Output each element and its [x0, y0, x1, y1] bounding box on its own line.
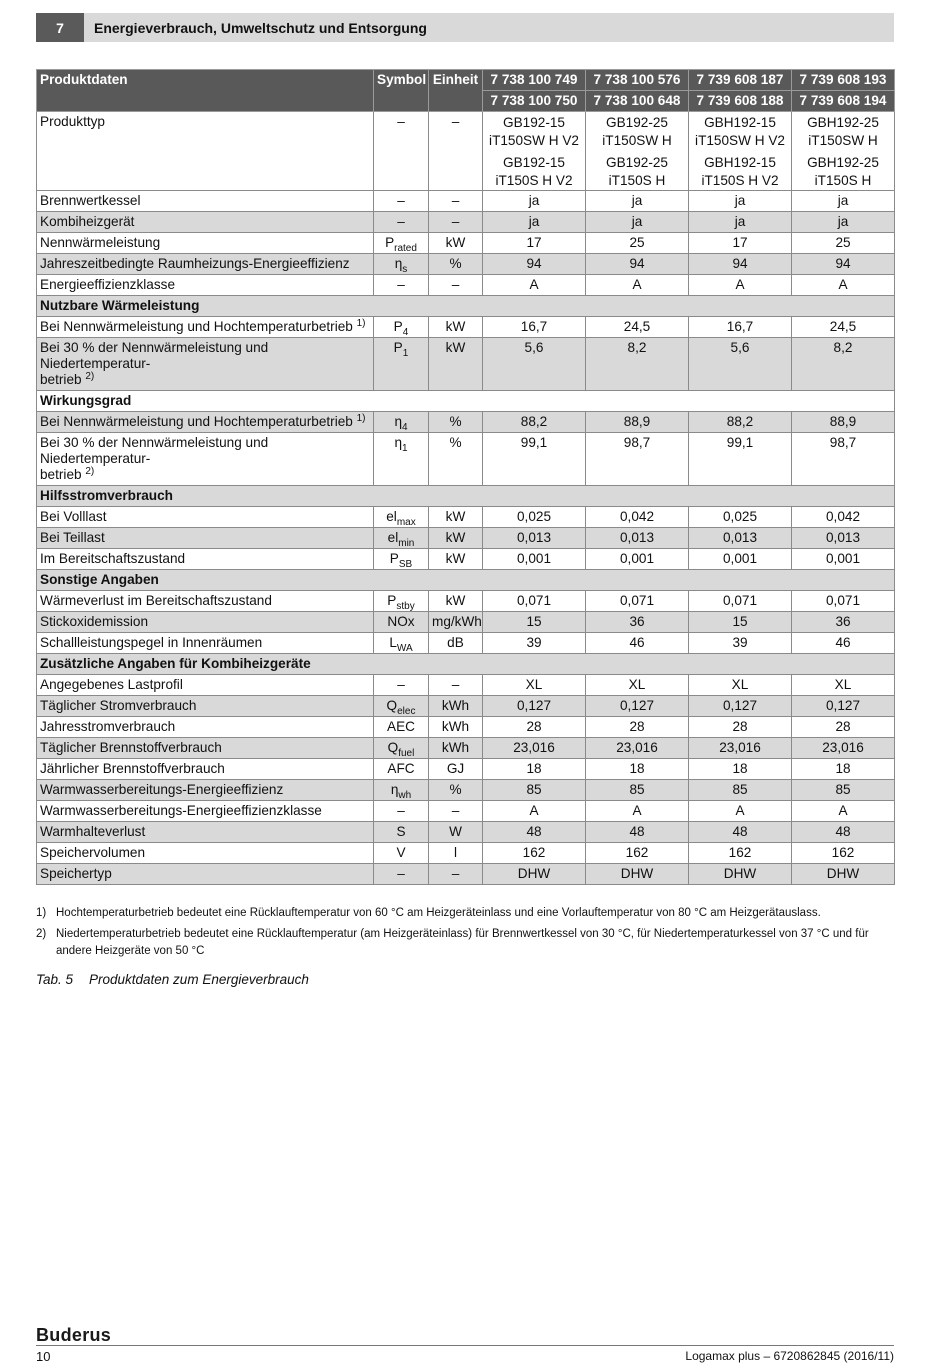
value-cell: 46	[586, 633, 689, 654]
value-cell: 28	[689, 717, 792, 738]
section-title: Sonstige Angaben	[37, 570, 895, 591]
value-cell: A	[792, 275, 895, 296]
value-cell: 94	[483, 254, 586, 275]
row-symbol: $P_{stby}$	[374, 591, 429, 612]
page-number: 10	[36, 1349, 51, 1364]
value-cell: 0,127	[792, 696, 895, 717]
row-unit: %	[429, 780, 483, 801]
row-symbol: AEC	[374, 717, 429, 738]
value-cell: DHW	[586, 864, 689, 885]
row-symbol: $\eta_4$	[374, 412, 429, 433]
footnotes	[36, 905, 894, 964]
table-row	[37, 801, 895, 822]
row-label: Angegebenes Lastprofil	[37, 675, 374, 696]
header-code: 7 738 100 648	[586, 91, 689, 112]
footnote: 1) Hochtemperaturbetrieb bedeutet eine Rücklauftemperatur von 60 °C am Heizgeräteinlass und eine Vorlauftemperatur von 80 °C am Heizgerätauslass.	[36, 907, 821, 919]
value-cell: 15	[483, 612, 586, 633]
row-unit: kW	[429, 317, 483, 338]
row-unit: –	[429, 191, 483, 212]
value-cell: 94	[792, 254, 895, 275]
value-cell: A	[689, 275, 792, 296]
table-row	[37, 528, 895, 549]
header-code: 7 739 608 193	[792, 70, 895, 91]
value-cell: 85	[792, 780, 895, 801]
table-row	[37, 433, 895, 486]
value-cell: 15	[689, 612, 792, 633]
value-cell: 88,9	[586, 412, 689, 433]
value-cell: DHW	[483, 864, 586, 885]
value-cell: 162	[483, 843, 586, 864]
value-cell: 98,7	[792, 433, 895, 486]
section-title: Nutzbare Wärmeleistung	[37, 296, 895, 317]
caption-label: Tab. 5	[36, 972, 74, 987]
table-row	[37, 675, 895, 696]
value-cell: 16,7	[483, 317, 586, 338]
document-reference: Logamax plus – 6720862845 (2016/11)	[685, 1349, 894, 1363]
row-unit: mg/kWh	[429, 612, 483, 633]
row-unit: –	[429, 801, 483, 822]
row-label: Jahreszeitbedingte Raumheizungs-Energieeffizienz	[37, 254, 374, 275]
value-cell: 48	[792, 822, 895, 843]
footer-divider	[36, 1345, 894, 1346]
value-cell: XL	[689, 675, 792, 696]
value-cell: 0,071	[792, 591, 895, 612]
row-label: Warmwasserbereitungs-Energieeffizienzklasse	[37, 801, 374, 822]
row-symbol: $P_4$	[374, 317, 429, 338]
value-cell: A	[483, 275, 586, 296]
table-row	[37, 843, 895, 864]
row-unit: –	[429, 212, 483, 233]
value-cell: 94	[586, 254, 689, 275]
section-title: Hilfsstromverbrauch	[37, 486, 895, 507]
row-symbol: –	[374, 864, 429, 885]
row-unit: kWh	[429, 738, 483, 759]
footnote-ref: 1)	[356, 413, 366, 424]
row-label: Jährlicher Brennstoffverbrauch	[37, 759, 374, 780]
chapter-title: Energieverbrauch, Umweltschutz und Entsorgung	[94, 19, 427, 36]
table-row	[37, 212, 895, 233]
value-cell: 162	[586, 843, 689, 864]
table-row	[37, 759, 895, 780]
row-symbol: –	[374, 675, 429, 696]
row-unit: l	[429, 843, 483, 864]
value-cell: 23,016	[483, 738, 586, 759]
value-cell: 0,001	[586, 549, 689, 570]
header-code: 7 739 608 194	[792, 91, 895, 112]
header-unit: Einheit	[429, 70, 483, 112]
table-row	[37, 507, 895, 528]
table-row	[37, 738, 895, 759]
row-unit: kWh	[429, 696, 483, 717]
row-label: Warmhalteverlust	[37, 822, 374, 843]
value-cell: 18	[689, 759, 792, 780]
row-unit: –	[429, 675, 483, 696]
value-cell: 39	[689, 633, 792, 654]
value-cell: 99,1	[483, 433, 586, 486]
row-unit: kW	[429, 233, 483, 254]
row-symbol: NOx	[374, 612, 429, 633]
value-cell: A	[586, 801, 689, 822]
value-cell: 85	[586, 780, 689, 801]
row-label: Bei Nennwärmeleistung und Hochtemperaturbetrieb $^{1)}$	[37, 317, 374, 338]
value-cell: 0,013	[792, 528, 895, 549]
row-symbol: $el_{min}$	[374, 528, 429, 549]
value-cell: 162	[792, 843, 895, 864]
row-label: Im Bereitschaftszustand	[37, 549, 374, 570]
value-cell: 0,013	[483, 528, 586, 549]
table-row	[37, 696, 895, 717]
footnote-ref: 1)	[356, 318, 366, 329]
row-label: Jahresstromverbrauch	[37, 717, 374, 738]
value-cell: ja	[586, 191, 689, 212]
row-label: Produkttyp	[37, 112, 374, 191]
row-symbol: –	[374, 212, 429, 233]
value-cell: 8,2	[586, 338, 689, 391]
row-unit: kW	[429, 528, 483, 549]
row-symbol: –	[374, 112, 429, 191]
value-cell: 46	[792, 633, 895, 654]
row-label: Bei Volllast	[37, 507, 374, 528]
row-label: Bei 30 % der Nennwärmeleistung und Niedertemperatur- betrieb $^{2)}$	[37, 338, 374, 391]
row-label: Stickoxidemission	[37, 612, 374, 633]
value-cell: 17	[483, 233, 586, 254]
value-cell: 48	[689, 822, 792, 843]
row-label: Bei 30 % der Nennwärmeleistung und Niedertemperatur- betrieb $^{2)}$	[37, 433, 374, 486]
footnote: 2) Niedertemperaturbetrieb bedeutet eine Rücklauftemperatur (am Heizgeräteinlass) für Brennwertkessel von 30 °C, für Niedertemperaturkessel von 37 °C und für andere Heizgeräte von 50 °C	[36, 928, 869, 957]
value-cell: ja	[689, 191, 792, 212]
table-row	[37, 864, 895, 885]
row-unit: W	[429, 822, 483, 843]
row-symbol: –	[374, 275, 429, 296]
chapter-header	[36, 13, 894, 42]
value-cell: 0,013	[689, 528, 792, 549]
row-label: Bei Nennwärmeleistung und Hochtemperaturbetrieb $^{1)}$	[37, 412, 374, 433]
value-cell: 48	[483, 822, 586, 843]
header-code: 7 738 100 749	[483, 70, 586, 91]
value-cell: ja	[483, 212, 586, 233]
row-unit: %	[429, 433, 483, 486]
value-cell: A	[689, 801, 792, 822]
value-cell: DHW	[792, 864, 895, 885]
footnote-ref: 2)	[85, 371, 95, 382]
value-cell: 16,7	[689, 317, 792, 338]
value-cell: XL	[586, 675, 689, 696]
value-cell: 0,025	[483, 507, 586, 528]
value-cell: 94	[689, 254, 792, 275]
table-caption	[36, 972, 309, 987]
value-cell: 18	[483, 759, 586, 780]
value-cell: 48	[586, 822, 689, 843]
section-row	[37, 654, 895, 675]
row-symbol: S	[374, 822, 429, 843]
table-row	[37, 612, 895, 633]
value-cell: A	[792, 801, 895, 822]
buderus-logo: Buderus	[36, 1325, 112, 1345]
table-row	[37, 191, 895, 212]
value-cell: A	[586, 275, 689, 296]
row-symbol: $\eta_s$	[374, 254, 429, 275]
value-cell: 98,7	[586, 433, 689, 486]
row-unit: –	[429, 112, 483, 191]
product-type-cell: GBH192-15 iT150SW H V2 GBH192-15 iT150S H V2	[689, 112, 792, 191]
value-cell: 0,001	[689, 549, 792, 570]
row-symbol: $P_{rated}$	[374, 233, 429, 254]
value-cell: 0,127	[586, 696, 689, 717]
table-row	[37, 780, 895, 801]
row-label: Speichervolumen	[37, 843, 374, 864]
value-cell: 23,016	[792, 738, 895, 759]
header-product: Produktdaten	[37, 70, 374, 112]
row-unit: –	[429, 864, 483, 885]
row-symbol: $el_{max}$	[374, 507, 429, 528]
row-label: Bei Teillast	[37, 528, 374, 549]
section-row	[37, 391, 895, 412]
value-cell: 24,5	[792, 317, 895, 338]
row-symbol: $Q_{elec}$	[374, 696, 429, 717]
value-cell: XL	[792, 675, 895, 696]
row-unit: kW	[429, 338, 483, 391]
value-cell: 39	[483, 633, 586, 654]
product-data-table	[36, 69, 895, 885]
value-cell: ja	[483, 191, 586, 212]
row-symbol: $Q_{fuel}$	[374, 738, 429, 759]
value-cell: 0,001	[792, 549, 895, 570]
value-cell: 0,025	[689, 507, 792, 528]
value-cell: ja	[792, 191, 895, 212]
value-cell: 23,016	[586, 738, 689, 759]
value-cell: 0,071	[586, 591, 689, 612]
row-symbol: AFC	[374, 759, 429, 780]
header-symbol: Symbol	[374, 70, 429, 112]
row-unit: %	[429, 412, 483, 433]
value-cell: 88,2	[483, 412, 586, 433]
row-unit: GJ	[429, 759, 483, 780]
row-unit: kWh	[429, 717, 483, 738]
row-symbol: $\eta_{wh}$	[374, 780, 429, 801]
value-cell: ja	[689, 212, 792, 233]
value-cell: 28	[792, 717, 895, 738]
caption-text: Produktdaten zum Energieverbrauch	[89, 972, 309, 987]
value-cell: ja	[792, 212, 895, 233]
value-cell: 0,001	[483, 549, 586, 570]
value-cell: 25	[586, 233, 689, 254]
row-symbol: $P_{SB}$	[374, 549, 429, 570]
value-cell: XL	[483, 675, 586, 696]
table-row	[37, 822, 895, 843]
value-cell: 17	[689, 233, 792, 254]
value-cell: 24,5	[586, 317, 689, 338]
value-cell: 25	[792, 233, 895, 254]
table-row-product-type	[37, 112, 895, 191]
row-label: Wärmeverlust im Bereitschaftszustand	[37, 591, 374, 612]
value-cell: 28	[483, 717, 586, 738]
row-label: Täglicher Stromverbrauch	[37, 696, 374, 717]
section-row	[37, 296, 895, 317]
table-row	[37, 275, 895, 296]
header-code: 7 739 608 188	[689, 91, 792, 112]
header-code: 7 738 100 750	[483, 91, 586, 112]
value-cell: 36	[792, 612, 895, 633]
value-cell: 28	[586, 717, 689, 738]
row-symbol: $L_{WA}$	[374, 633, 429, 654]
header-code: 7 739 608 187	[689, 70, 792, 91]
table-row	[37, 254, 895, 275]
row-label: Täglicher Brennstoffverbrauch	[37, 738, 374, 759]
value-cell: 88,2	[689, 412, 792, 433]
footnote-ref: 2)	[85, 466, 95, 477]
row-label: Kombiheizgerät	[37, 212, 374, 233]
value-cell: 0,013	[586, 528, 689, 549]
row-unit: kW	[429, 591, 483, 612]
value-cell: 85	[483, 780, 586, 801]
value-cell: 23,016	[689, 738, 792, 759]
product-type-cell: GB192-25 iT150SW H GB192-25 iT150S H	[586, 112, 689, 191]
value-cell: 0,071	[483, 591, 586, 612]
value-cell: 5,6	[689, 338, 792, 391]
value-cell: 36	[586, 612, 689, 633]
value-cell: 0,042	[792, 507, 895, 528]
row-label: Speichertyp	[37, 864, 374, 885]
row-symbol: –	[374, 801, 429, 822]
row-unit: %	[429, 254, 483, 275]
value-cell: 162	[689, 843, 792, 864]
table-row	[37, 717, 895, 738]
row-unit: kW	[429, 549, 483, 570]
chapter-number: 7	[36, 13, 84, 42]
value-cell: 8,2	[792, 338, 895, 391]
table-row	[37, 338, 895, 391]
table-row	[37, 591, 895, 612]
value-cell: 88,9	[792, 412, 895, 433]
row-unit: –	[429, 275, 483, 296]
value-cell: 18	[792, 759, 895, 780]
row-symbol: $P_1$	[374, 338, 429, 391]
value-cell: 85	[689, 780, 792, 801]
row-label: Nennwärmeleistung	[37, 233, 374, 254]
row-label: Warmwasserbereitungs-Energieeffizienz	[37, 780, 374, 801]
value-cell: A	[483, 801, 586, 822]
value-cell: 18	[586, 759, 689, 780]
row-unit: kW	[429, 507, 483, 528]
value-cell: 99,1	[689, 433, 792, 486]
value-cell: 5,6	[483, 338, 586, 391]
product-type-cell: GB192-15 iT150SW H V2 GB192-15 iT150S H V2	[483, 112, 586, 191]
row-symbol: V	[374, 843, 429, 864]
value-cell: 0,127	[483, 696, 586, 717]
value-cell: 0,127	[689, 696, 792, 717]
value-cell: 0,042	[586, 507, 689, 528]
table-row	[37, 549, 895, 570]
section-title: Wirkungsgrad	[37, 391, 895, 412]
value-cell: DHW	[689, 864, 792, 885]
row-symbol: –	[374, 191, 429, 212]
product-type-cell: GBH192-25 iT150SW H GBH192-25 iT150S H	[792, 112, 895, 191]
row-label: Energieeffizienzklasse	[37, 275, 374, 296]
header-code: 7 738 100 576	[586, 70, 689, 91]
table-row	[37, 233, 895, 254]
value-cell: ja	[586, 212, 689, 233]
row-label: Schallleistungspegel in Innenräumen	[37, 633, 374, 654]
table-row	[37, 317, 895, 338]
table-row	[37, 412, 895, 433]
row-label: Brennwertkessel	[37, 191, 374, 212]
table-row	[37, 633, 895, 654]
value-cell: 0,071	[689, 591, 792, 612]
section-title: Zusätzliche Angaben für Kombiheizgeräte	[37, 654, 895, 675]
header-row-1	[37, 70, 895, 91]
row-unit: dB	[429, 633, 483, 654]
section-row	[37, 486, 895, 507]
row-symbol: $\eta_1$	[374, 433, 429, 486]
section-row	[37, 570, 895, 591]
